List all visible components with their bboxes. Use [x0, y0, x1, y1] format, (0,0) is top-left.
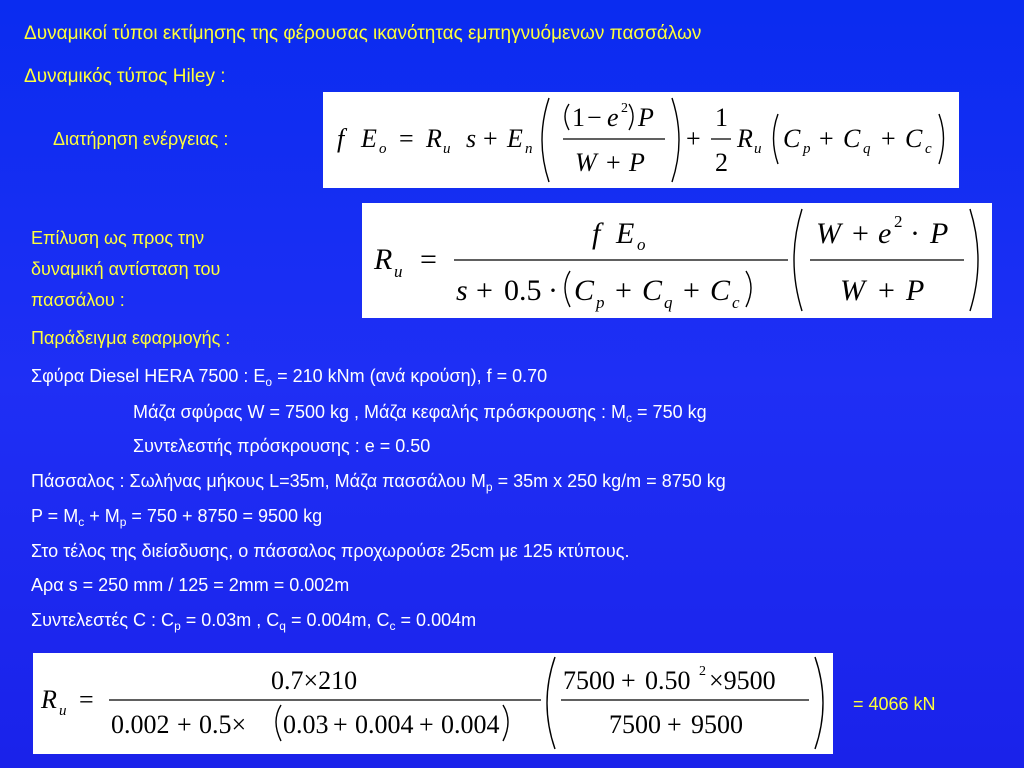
svg-text:0.004: 0.004 [441, 710, 500, 739]
svg-text:W: W [840, 274, 865, 307]
svg-text:W: W [816, 217, 841, 250]
svg-text:u: u [443, 141, 451, 157]
svg-text:e: e [878, 217, 892, 250]
svg-text:·: · [910, 217, 920, 250]
restitution-line: Συντελεστής πρόσκρουσης : e = 0.50 [133, 436, 431, 456]
svg-text:+: + [606, 148, 621, 177]
svg-text:·: · [548, 274, 558, 307]
svg-text:0.03: 0.03 [283, 710, 329, 739]
svg-text:=: = [420, 243, 437, 276]
svg-text:q: q [863, 141, 871, 157]
svg-text:u: u [754, 141, 762, 157]
svg-text:0.5: 0.5 [504, 274, 542, 307]
hammer-mass-line: Μάζα σφύρας W = 7500 kg , Μάζα κεφαλής πρόσκρουσης : $M_c = 750$ kg [133, 402, 707, 425]
svg-text:e: e [607, 103, 619, 132]
svg-text:R: R [374, 243, 393, 276]
svg-text:+: + [881, 124, 896, 153]
coefficients-line: Συντελεστές C : $C_p = 0.03m$ , $C_q = 0.004m$, $C_c = 0.004m$ [31, 610, 477, 633]
numeric-formula [33, 653, 833, 754]
svg-text:1: 1 [715, 103, 728, 132]
svg-text:o: o [637, 235, 646, 254]
svg-text:P: P [638, 103, 654, 132]
svg-text:7500: 7500 [563, 666, 615, 695]
svg-text:+: + [621, 666, 636, 695]
hiley-formula [362, 203, 992, 318]
svg-text:o: o [379, 141, 387, 157]
svg-text:+: + [483, 124, 498, 153]
pile-line: Πάσσαλος : Σωλήνας μήκους L=35m, Μάζα πασσάλου $M_p = 35m$ x 250 kg/m = 8750 kg [31, 471, 726, 494]
energy-formula [323, 92, 959, 188]
svg-text:u: u [59, 703, 67, 719]
result-value: = 4066 kN [853, 694, 936, 714]
svg-text:+: + [878, 274, 895, 307]
svg-text:E: E [616, 217, 635, 250]
set-line: Αρα s = 250 mm / 125 = 2mm = 0.002m [31, 575, 350, 595]
solve-label-line-2: δυναμική αντίσταση του [31, 259, 221, 279]
svg-text:c: c [925, 141, 932, 157]
svg-text:0.002: 0.002 [111, 710, 170, 739]
svg-text:s: s [456, 274, 468, 307]
svg-text:R: R [737, 124, 753, 153]
svg-text:P: P [629, 148, 645, 177]
energy-label: Διατήρηση ενέργειας : [53, 129, 229, 149]
solve-label-line-1: Επίλυση ως προς την [31, 228, 205, 248]
svg-text:C: C [905, 124, 923, 153]
svg-text:2: 2 [894, 212, 903, 231]
svg-text:0.7×210: 0.7×210 [271, 666, 358, 695]
svg-text:+: + [683, 274, 700, 307]
svg-text:0.5×: 0.5× [199, 710, 247, 739]
svg-text:+: + [686, 124, 701, 153]
svg-text:W: W [575, 148, 597, 177]
title-line-2: Δυναμικός τύπος Hiley : [24, 66, 226, 87]
penetration-line: Στο τέλος της διείσδυσης, ο πάσσαλος προχωρούσε 25cm με 125 κτύπους. [31, 541, 630, 561]
svg-text:E: E [507, 124, 523, 153]
svg-text:2: 2 [699, 664, 706, 679]
svg-text:C: C [843, 124, 861, 153]
svg-text:+: + [177, 710, 192, 739]
svg-text:E: E [361, 124, 377, 153]
p-line: $P = M_c + M_p = 750 + 8750 = 9500$ kg [31, 506, 323, 529]
svg-text:×9500: ×9500 [709, 666, 776, 695]
svg-text:+: + [667, 710, 682, 739]
svg-text:2: 2 [715, 148, 728, 177]
svg-text:−: − [587, 103, 602, 132]
title-line-1: Δυναμικοί τύποι εκτίμησης της φέρουσας ικανότητας εμπηγνυόμενων πασσάλων [24, 23, 702, 44]
svg-text:C: C [642, 274, 663, 307]
svg-text:+: + [419, 710, 434, 739]
svg-text:n: n [525, 141, 533, 157]
svg-text:C: C [710, 274, 731, 307]
svg-text:7500: 7500 [609, 710, 661, 739]
svg-text:q: q [664, 293, 673, 312]
svg-text:=: = [79, 685, 94, 714]
svg-text:+: + [852, 217, 869, 250]
svg-text:=: = [399, 124, 414, 153]
svg-text:0.50: 0.50 [645, 666, 691, 695]
svg-text:R: R [41, 685, 57, 714]
svg-text:p: p [803, 141, 811, 157]
svg-text:9500: 9500 [691, 710, 743, 739]
svg-text:R: R [426, 124, 442, 153]
svg-text:1: 1 [572, 103, 585, 132]
svg-text:+: + [615, 274, 632, 307]
svg-text:f: f [337, 124, 345, 153]
svg-text:C: C [574, 274, 595, 307]
svg-text:u: u [394, 262, 403, 281]
svg-text:c: c [732, 293, 740, 312]
svg-text:+: + [819, 124, 834, 153]
solve-label-line-3: πασσάλου : [31, 290, 125, 310]
svg-text:P: P [930, 217, 949, 250]
svg-text:2: 2 [621, 101, 628, 116]
svg-text:C: C [783, 124, 801, 153]
svg-text:s: s [466, 124, 477, 153]
svg-text:+: + [333, 710, 348, 739]
svg-text:0.004: 0.004 [355, 710, 414, 739]
svg-text:P: P [906, 274, 925, 307]
hammer-line: Σφύρα Diesel HERA 7500 : $E_o = 210$ kNm (ανά κρούση), f = 0.70 [31, 366, 548, 389]
example-label: Παράδειγμα εφαρμογής : [31, 328, 231, 348]
svg-text:+: + [476, 274, 493, 307]
svg-text:p: p [596, 293, 605, 312]
svg-text:f: f [592, 217, 601, 250]
